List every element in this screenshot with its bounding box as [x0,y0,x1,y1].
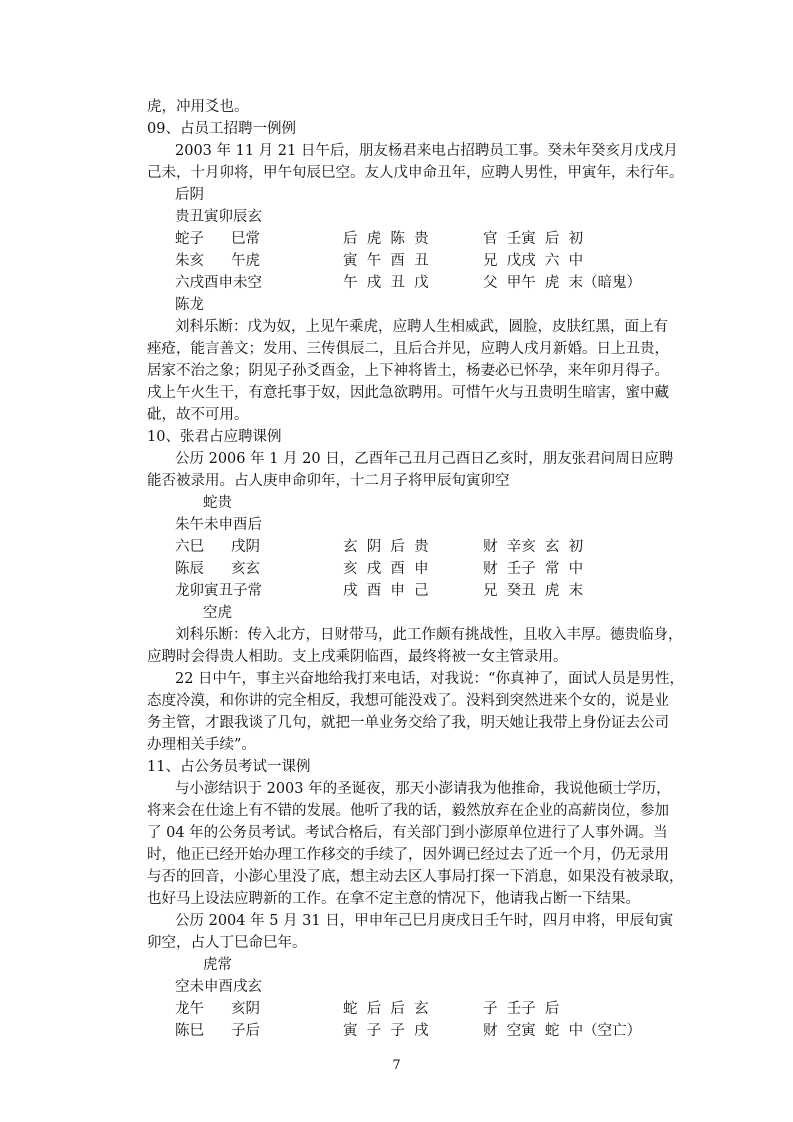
section-heading-11: 11、占公务员考试一课例 [147,759,311,775]
text-line: 公历 2006 年 1 月 20 日，乙酉年己丑月己酉日乙亥时，朋友张君问周日应聘 [175,451,674,467]
chart-cell: 子 壬子 后 [483,1001,560,1017]
text-line: 时，他正已经开始办理工作移交的手续了，因外调已经过去了近一个月，仍无录用 [147,847,669,863]
chart-cell: 陈巳 [175,1023,204,1039]
text-line: 将来会在仕途上有不错的发展。他听了我的话，毅然放弃在企业的高薪岗位，参加 [147,803,669,819]
chart-line: 陈龙 [175,297,204,313]
text-line: 戌上午火生干，有意托事于奴，因此急欲聘用。可惜午火与丑贵明生暗害，蜜中藏 [147,385,669,401]
text-line: 态度冷漠，和你讲的完全相反，我想可能没戏了。没料到突然进来个女的，说是业 [147,693,669,709]
section-heading-10: 10、张君占应聘课例 [147,429,282,445]
chart-cell: 官 壬寅 后 初 [483,231,584,247]
chart-cell: 龙卯寅丑子常 [175,583,262,599]
chart-cell: 戌 酉 申 己 [343,583,429,599]
text-line: 公历 2004 年 5 月 31 日，甲申年己巳月庚戌日壬午时，四月申将，甲辰旬寅 [175,913,674,929]
chart-line: 贵丑寅卯辰玄 [175,209,262,225]
text-line: 办理相关手续”。 [147,737,256,753]
chart-cell: 六戌酉申未空 [175,275,262,291]
chart-cell: 兄 癸丑 虎 末 [483,583,584,599]
chart-cell: 兄 戊戌 六 中 [483,253,584,269]
text-line: 了 04 年的公务员考试。考试合格后，有关部门到小澎原单位进行了人事外调。当 [147,825,668,841]
chart-line: 空虎 [203,605,232,621]
chart-cell: 龙午 [175,1001,204,1017]
chart-cell: 财 辛亥 玄 初 [483,539,584,555]
chart-cell: 戌阴 [231,539,260,555]
chart-cell: 亥阴 [231,1001,260,1017]
page-number: 7 [392,1058,401,1073]
text-line: 也好马上设法应聘新的工作。在拿不定主意的情况下，他请我占断一下结果。 [147,891,640,907]
text-line: 砒，故不可用。 [147,407,249,423]
chart-line: 虎常 [203,957,232,973]
text-line: 卯空，占人丁巳命巳年。 [147,935,307,951]
chart-cell: 亥玄 [231,561,260,577]
chart-cell: 财 空寅 蛇 中（空亡） [483,1023,642,1039]
chart-cell: 午 戌 丑 戊 [343,275,429,291]
chart-cell: 朱亥 [175,253,204,269]
chart-cell: 子后 [231,1023,260,1039]
text-line: 能否被录用。占人庚申命卯年，十二月子将甲辰旬寅卯空 [147,473,510,489]
text-line: 刘科乐断：戊为奴，上见午乘虎，应聘人生相威武，圆脸，皮肤红黑，面上有 [175,319,668,335]
chart-cell: 后 虎 陈 贵 [343,231,429,247]
chart-cell: 陈辰 [175,561,204,577]
chart-line: 蛇贵 [203,495,232,511]
text-line: 22 日中午，事主兴奋地给我打来电话，对我说：“你真神了，面试人员是男性， [175,671,684,687]
chart-line: 后阴 [175,187,204,203]
chart-cell: 巳常 [231,231,260,247]
text-line: 与否的回音，小澎心里没了底，想主动去区人事局打探一下消息，如果没有被录取， [147,869,684,885]
chart-cell: 寅 子 子 戌 [343,1023,429,1039]
text-line: 虎，冲用爻也。 [147,99,249,115]
text-line: 己未，十月卯将，甲午旬辰巳空。友人戊申命丑年，应聘人男性，甲寅年，未行年。 [147,165,684,181]
chart-cell: 父 甲午 虎 末（暗鬼） [483,275,642,291]
text-line: 与小澎结识于 2003 年的圣诞夜，那天小澎请我为他推命，我说他硕士学历， [175,781,671,797]
text-line: 刘科乐断：传入北方，日财带马，此工作颇有挑战性，且收入丰厚。德贵临身， [175,627,683,643]
section-heading-09: 09、占员工招聘一例例 [147,121,296,137]
chart-cell: 午虎 [231,253,260,269]
text-line: 务主管，才跟我谈了几句，就把一单业务交给了我，明天她让我带上身份证去公司 [147,715,669,731]
text-line: 居家不治之象；阴见子孙爻酉金，上下神将皆土，杨妻必已怀孕，来年卯月得子。 [147,363,669,379]
chart-line: 空未申酉戌玄 [175,979,262,995]
chart-cell: 玄 阴 后 贵 [343,539,429,555]
text-line: 2003 年 11 月 21 日午后，朋友杨君来电占招聘员工事。癸未年癸亥月戊戌月 [175,143,678,159]
chart-cell: 蛇子 [175,231,204,247]
chart-cell: 财 壬子 常 中 [483,561,584,577]
text-line: 痤疮，能言善文；发用、三传俱辰二，且后合并见，应聘人戌月新婚。日上丑贵， [147,341,669,357]
text-line: 应聘时会得贵人相助。支上戌乘阴临酉，最终将被一女主管录用。 [147,649,568,665]
chart-cell: 亥 戌 酉 申 [343,561,429,577]
chart-cell: 寅 午 酉 丑 [343,253,429,269]
chart-cell: 蛇 后 后 玄 [343,1001,429,1017]
chart-line: 朱午未申酉后 [175,517,262,533]
chart-cell: 六巳 [175,539,204,555]
